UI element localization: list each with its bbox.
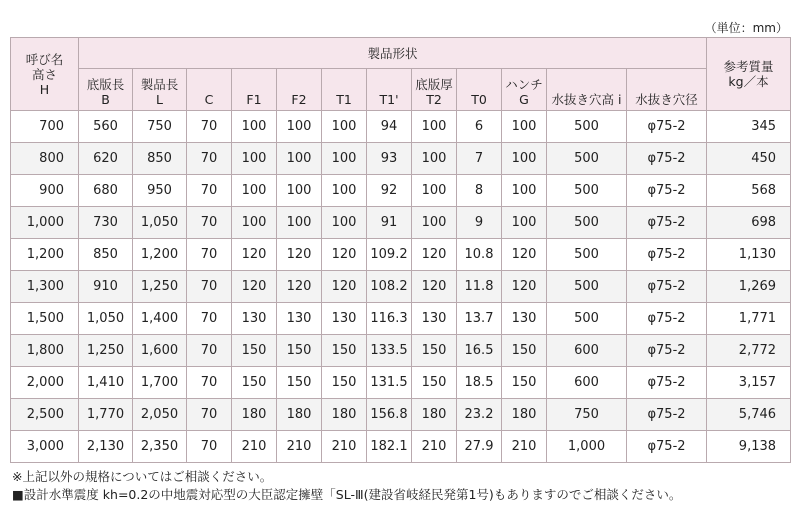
table-cell: 9	[457, 207, 502, 239]
table-cell: 150	[322, 367, 367, 399]
table-cell: 1,800	[11, 335, 79, 367]
table-cell: 70	[187, 143, 232, 175]
table-cell: 100	[232, 175, 277, 207]
table-cell: 910	[79, 271, 133, 303]
table-cell: 2,000	[11, 367, 79, 399]
table-cell: φ75-2	[627, 431, 707, 463]
table-cell: 2,350	[133, 431, 187, 463]
table-cell: 2,500	[11, 399, 79, 431]
header-sub-col: ハンチ G	[502, 69, 547, 111]
table-row	[11, 271, 791, 303]
table-cell: φ75-2	[627, 143, 707, 175]
table-cell: 500	[547, 143, 627, 175]
table-row	[11, 399, 791, 431]
table-cell: 345	[707, 111, 791, 143]
header-sub-col: T1	[322, 69, 367, 111]
table-cell: 130	[412, 303, 457, 335]
table-cell: 210	[412, 431, 457, 463]
table-cell: 13.7	[457, 303, 502, 335]
table-cell: 70	[187, 239, 232, 271]
table-cell: 1,200	[133, 239, 187, 271]
table-cell: 130	[277, 303, 322, 335]
table-cell: 94	[367, 111, 412, 143]
table-cell: 100	[322, 143, 367, 175]
table-cell: 2,130	[79, 431, 133, 463]
table-cell: 130	[322, 303, 367, 335]
table-cell: 100	[502, 143, 547, 175]
table-row	[11, 367, 791, 399]
table-cell: 130	[232, 303, 277, 335]
table-row	[11, 207, 791, 239]
table-cell: 850	[133, 143, 187, 175]
table-cell: 131.5	[367, 367, 412, 399]
table-cell: 120	[412, 271, 457, 303]
table-cell: 130	[502, 303, 547, 335]
table-cell: 120	[232, 271, 277, 303]
table-cell: 150	[412, 335, 457, 367]
table-cell: 23.2	[457, 399, 502, 431]
table-cell: 730	[79, 207, 133, 239]
header-nominal-height: 呼び名 高さ H	[11, 38, 79, 111]
table-cell: 10.8	[457, 239, 502, 271]
table-cell: 600	[547, 335, 627, 367]
table-cell: 210	[322, 431, 367, 463]
table-cell: 950	[133, 175, 187, 207]
table-cell: 1,000	[11, 207, 79, 239]
table-cell: 6	[457, 111, 502, 143]
table-cell: 100	[277, 143, 322, 175]
table-cell: 210	[232, 431, 277, 463]
notes	[12, 468, 681, 504]
table-cell: 150	[412, 367, 457, 399]
table-cell: 3,000	[11, 431, 79, 463]
table-cell: 1,600	[133, 335, 187, 367]
table-cell: 27.9	[457, 431, 502, 463]
header-weight: 参考質量 kg／本	[707, 38, 791, 111]
table-cell: 698	[707, 207, 791, 239]
table-cell: 100	[322, 175, 367, 207]
table-cell: 2,050	[133, 399, 187, 431]
table-cell: 150	[502, 335, 547, 367]
header-sub-col: F1	[232, 69, 277, 111]
header-sub-col: C	[187, 69, 232, 111]
header-sub-col: 水抜き穴径	[627, 69, 707, 111]
table-cell: 100	[277, 175, 322, 207]
table-cell: 133.5	[367, 335, 412, 367]
table-cell: φ75-2	[627, 303, 707, 335]
table-cell: φ75-2	[627, 367, 707, 399]
table-cell: 450	[707, 143, 791, 175]
table-cell: 9,138	[707, 431, 791, 463]
table-cell: 109.2	[367, 239, 412, 271]
table-cell: 1,050	[133, 207, 187, 239]
table-cell: 900	[11, 175, 79, 207]
table-cell: 1,700	[133, 367, 187, 399]
table-cell: 70	[187, 335, 232, 367]
table-cell: 500	[547, 303, 627, 335]
table-cell: 120	[502, 271, 547, 303]
table-cell: 750	[133, 111, 187, 143]
table-cell: 1,400	[133, 303, 187, 335]
table-cell: 100	[232, 111, 277, 143]
table-cell: 1,200	[11, 239, 79, 271]
table-cell: 3,157	[707, 367, 791, 399]
table-cell: 91	[367, 207, 412, 239]
table-cell: 100	[322, 207, 367, 239]
table-cell: 1,250	[79, 335, 133, 367]
table-cell: 1,130	[707, 239, 791, 271]
header-sub-col: 水抜き穴高 i	[547, 69, 627, 111]
table-cell: 180	[322, 399, 367, 431]
table-cell: 1,770	[79, 399, 133, 431]
table-cell: 500	[547, 239, 627, 271]
table-cell: 7	[457, 143, 502, 175]
table-cell: 1,000	[547, 431, 627, 463]
table-cell: 116.3	[367, 303, 412, 335]
table-cell: 850	[79, 239, 133, 271]
table-cell: 16.5	[457, 335, 502, 367]
table-cell: 70	[187, 207, 232, 239]
table-cell: 100	[412, 207, 457, 239]
table-row	[11, 111, 791, 143]
table-cell: 210	[502, 431, 547, 463]
table-cell: φ75-2	[627, 239, 707, 271]
header-sub-col: 製品長 L	[133, 69, 187, 111]
table-cell: 1,771	[707, 303, 791, 335]
header-product-shape: 製品形状	[79, 38, 707, 69]
table-cell: 2,772	[707, 335, 791, 367]
table-row	[11, 143, 791, 175]
header-sub-col: 底版厚 T2	[412, 69, 457, 111]
table-cell: 120	[502, 239, 547, 271]
header-sub-col: F2	[277, 69, 322, 111]
table-cell: 500	[547, 111, 627, 143]
table-cell: 100	[277, 111, 322, 143]
table-cell: 150	[232, 367, 277, 399]
table-cell: 120	[412, 239, 457, 271]
table-cell: 568	[707, 175, 791, 207]
table-cell: 70	[187, 399, 232, 431]
table-cell: 800	[11, 143, 79, 175]
table-cell: 500	[547, 207, 627, 239]
table-cell: 100	[502, 175, 547, 207]
table-cell: 180	[232, 399, 277, 431]
table-cell: 120	[277, 239, 322, 271]
table-cell: 92	[367, 175, 412, 207]
table-cell: 150	[322, 335, 367, 367]
table-cell: 620	[79, 143, 133, 175]
note-seismic: ■設計水準震度 kh=0.2の中地震対応型の大臣認定擁壁「SL-Ⅲ(建設省岐経民発第1号)もありますのでご相談ください。	[12, 487, 682, 502]
table-cell: φ75-2	[627, 399, 707, 431]
table-cell: 108.2	[367, 271, 412, 303]
table-cell: 100	[322, 111, 367, 143]
table-cell: 70	[187, 303, 232, 335]
table-cell: 1,050	[79, 303, 133, 335]
table-cell: 180	[502, 399, 547, 431]
table-cell: 500	[547, 175, 627, 207]
table-cell: φ75-2	[627, 175, 707, 207]
table-cell: 100	[502, 111, 547, 143]
table-row	[11, 303, 791, 335]
table-cell: 70	[187, 111, 232, 143]
table-cell: 100	[502, 207, 547, 239]
table-row	[11, 335, 791, 367]
table-cell: 150	[232, 335, 277, 367]
table-cell: 100	[232, 143, 277, 175]
table-cell: 120	[232, 239, 277, 271]
table-cell: 100	[412, 143, 457, 175]
table-cell: φ75-2	[627, 271, 707, 303]
table-cell: 100	[412, 111, 457, 143]
table-row	[11, 431, 791, 463]
table-cell: φ75-2	[627, 111, 707, 143]
table-cell: 700	[11, 111, 79, 143]
spec-table	[10, 37, 791, 463]
table-cell: 150	[277, 367, 322, 399]
table-cell: 500	[547, 271, 627, 303]
table-cell: 1,410	[79, 367, 133, 399]
table-cell: 100	[412, 175, 457, 207]
table-cell: 180	[412, 399, 457, 431]
note-other-specs: ※上記以外の規格についてはご相談ください。	[12, 469, 273, 484]
table-row	[11, 175, 791, 207]
table-cell: 182.1	[367, 431, 412, 463]
table-cell: 120	[277, 271, 322, 303]
table-cell: 1,269	[707, 271, 791, 303]
table-cell: 180	[277, 399, 322, 431]
table-cell: 156.8	[367, 399, 412, 431]
table-cell: 11.8	[457, 271, 502, 303]
table-cell: 8	[457, 175, 502, 207]
table-cell: 1,500	[11, 303, 79, 335]
table-row	[11, 239, 791, 271]
table-cell: 600	[547, 367, 627, 399]
table-cell: 70	[187, 431, 232, 463]
table-cell: φ75-2	[627, 335, 707, 367]
table-cell: 150	[502, 367, 547, 399]
table-cell: 1,300	[11, 271, 79, 303]
table-cell: 100	[232, 207, 277, 239]
table-cell: 120	[322, 271, 367, 303]
table-cell: 70	[187, 175, 232, 207]
table-cell: 93	[367, 143, 412, 175]
table-cell: 70	[187, 367, 232, 399]
table-cell: 100	[277, 207, 322, 239]
table-cell: 120	[322, 239, 367, 271]
table-cell: 18.5	[457, 367, 502, 399]
table-cell: 560	[79, 111, 133, 143]
table-cell: 5,746	[707, 399, 791, 431]
table-cell: 150	[277, 335, 322, 367]
table-cell: 1,250	[133, 271, 187, 303]
table-cell: φ75-2	[627, 207, 707, 239]
header-sub-col: 底版長 B	[79, 69, 133, 111]
table-cell: 210	[277, 431, 322, 463]
table-cell: 750	[547, 399, 627, 431]
header-sub-col: T1'	[367, 69, 412, 111]
table-cell: 70	[187, 271, 232, 303]
table-cell: 680	[79, 175, 133, 207]
unit-label: （単位：mm）	[704, 21, 788, 35]
header-sub-col: T0	[457, 69, 502, 111]
